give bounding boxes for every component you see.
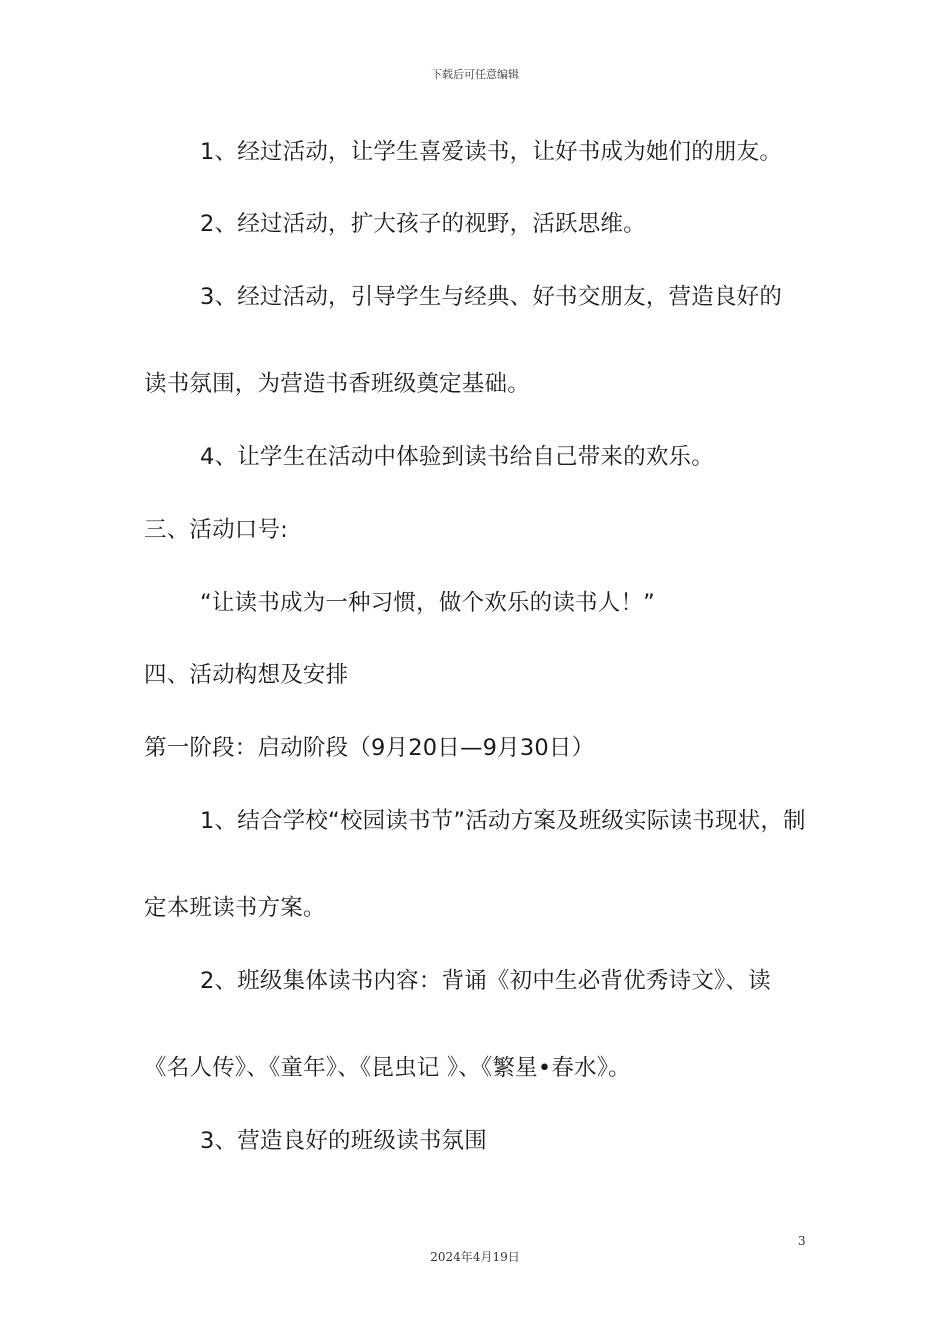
stage-heading: 第一阶段：启动阶段（9月20日—9月30日） (144, 735, 595, 761)
paragraph-line: 《名人传》、《童年》、《昆虫记 》、《繁星•春水》。 (144, 1055, 631, 1081)
paragraph-line: 定本班读书方案。 (144, 895, 326, 921)
footer-date: 2024年4月19日 (430, 1250, 520, 1264)
paragraph-line: 2、经过活动，扩大孩子的视野，活跃思维。 (200, 211, 646, 237)
section-heading: 三、活动口号: (144, 517, 288, 543)
paragraph-line: 1、经过活动，让学生喜爱读书，让好书成为她们的朋友。 (200, 139, 783, 165)
page-number: 3 (798, 1234, 806, 1248)
paragraph-line: 2、班级集体读书内容：背诵《初中生必背优秀诗文》、读 (200, 968, 771, 994)
paragraph-line: 4、让学生在活动中体验到读书给自己带来的欢乐。 (200, 444, 714, 470)
paragraph-line: 3、营造良好的班级读书氛围 (200, 1128, 487, 1154)
section-heading: 四、活动构想及安排 (144, 662, 349, 688)
paragraph-line: 读书氛围，为营造书香班级奠定基础。 (144, 371, 530, 397)
slogan-line: “让读书成为一种习惯，做个欢乐的读书人！” (200, 590, 656, 616)
paragraph-line: 3、经过活动，引导学生与经典、好书交朋友，营造良好的 (200, 284, 783, 310)
paragraph-line: 1、结合学校“校园读书节”活动方案及班级实际读书现状，制 (200, 808, 806, 834)
page-header: 下载后可任意编辑 (431, 68, 519, 81)
